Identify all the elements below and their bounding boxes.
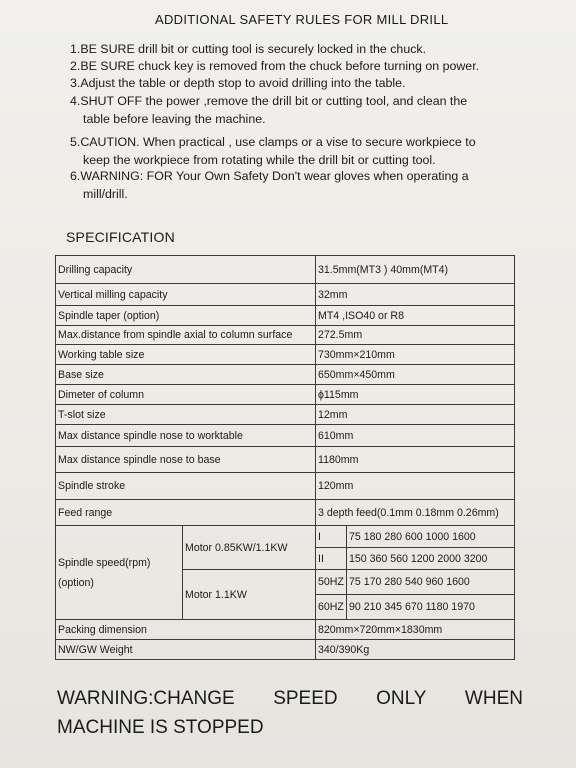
motor-b-label: Motor 1.1KW (183, 570, 316, 620)
table-row (56, 405, 515, 425)
spec-value: 650mm×450mm (316, 365, 515, 385)
rule-text: 5.CAUTION. When practical , use clamps or a vise to secure workpiece to (70, 135, 476, 149)
speed-tag: 50HZ (316, 570, 347, 595)
page-title: ADDITIONAL SAFETY RULES FOR MILL DRILL (155, 12, 449, 27)
rule-text-continued: mill/drill. (83, 187, 128, 201)
spec-value: ϕ115mm (316, 385, 515, 405)
rule-4 (70, 92, 520, 128)
spec-value: 32mm (316, 284, 515, 306)
spec-label: Max.distance from spindle axial to column surface (56, 326, 316, 345)
spec-label: Spindle taper (option) (56, 306, 316, 326)
warning-notice (57, 684, 527, 742)
spec-value: 340/390Kg (316, 640, 515, 660)
spec-value: 1180mm (316, 447, 515, 473)
speed-tag: 60HZ (316, 595, 347, 620)
table-row (56, 284, 515, 306)
table-row (56, 326, 515, 345)
warning-word: WHEN (464, 688, 523, 709)
spec-label: Base size (56, 365, 316, 385)
spec-label: Feed range (56, 500, 316, 526)
rule-5 (70, 133, 520, 169)
speed-tag: I (316, 526, 347, 548)
spindle-speed-label-line: Spindle speed(rpm) (58, 556, 151, 569)
rule-3 (70, 74, 520, 92)
spec-label: Spindle stroke (56, 473, 316, 500)
spindle-speed-label (56, 526, 183, 620)
spec-label: Packing dimension (56, 620, 316, 640)
warning-word: WARNING:CHANGE (57, 688, 235, 709)
speed-values: 150 360 560 1200 2000 3200 (347, 548, 515, 570)
rule-text: 3.Adjust the table or depth stop to avoid drilling into the table. (70, 76, 406, 90)
rule-1 (70, 40, 520, 58)
spindle-speed-label-line: (option) (58, 576, 94, 589)
table-row (56, 640, 515, 660)
spec-label: NW/GW Weight (56, 640, 316, 660)
table-row (56, 385, 515, 405)
warning-word: SPEED (273, 688, 338, 709)
spec-label: Max distance spindle nose to base (56, 447, 316, 473)
spec-label: Vertical milling capacity (56, 284, 316, 306)
table-row (56, 620, 515, 640)
table-row (56, 447, 515, 473)
warning-line-2: MACHINE IS STOPPED (57, 717, 264, 738)
spec-value: 730mm×210mm (316, 345, 515, 365)
table-row (56, 306, 515, 326)
rule-text-continued: table before leaving the machine. (83, 112, 266, 126)
speed-values: 75 170 280 540 960 1600 (347, 570, 515, 595)
table-row (56, 256, 515, 284)
spec-value: 3 depth feed(0.1mm 0.18mm 0.26mm) (316, 500, 515, 526)
specification-heading: SPECIFICATION (66, 229, 175, 245)
rule-text: 4.SHUT OFF the power ,remove the drill bit or cutting tool, and clean the (70, 94, 468, 108)
spec-label: T-slot size (56, 405, 316, 425)
rule-text: 6.WARNING: FOR Your Own Safety Don't wear gloves when operating a (70, 169, 469, 183)
spec-value: 120mm (316, 473, 515, 500)
rule-2 (70, 57, 520, 75)
motor-a-label: Motor 0.85KW/1.1KW (183, 526, 316, 570)
speed-tag: II (316, 548, 347, 570)
spec-value: 610mm (316, 425, 515, 447)
spec-label: Drilling capacity (56, 256, 316, 284)
spec-value: 272.5mm (316, 326, 515, 345)
warning-line-1 (57, 684, 523, 713)
speed-values: 75 180 280 600 1000 1600 (347, 526, 515, 548)
spec-value: 12mm (316, 405, 515, 425)
specification-table (55, 255, 515, 660)
spec-value: MT4 ,ISO40 or R8 (316, 306, 515, 326)
table-row (56, 365, 515, 385)
table-row (56, 526, 515, 548)
rule-text-continued: keep the workpiece from rotating while the drill bit or cutting tool. (83, 153, 436, 167)
rule-text: 2.BE SURE chuck key is removed from the chuck before turning on power. (70, 59, 480, 73)
speed-values: 90 210 345 670 1180 1970 (347, 595, 515, 620)
spec-value: 31.5mm(MT3 ) 40mm(MT4) (316, 256, 515, 284)
warning-word: ONLY (376, 688, 427, 709)
table-row (56, 425, 515, 447)
spec-label: Dimeter of column (56, 385, 316, 405)
spec-label: Working table size (56, 345, 316, 365)
table-row (56, 345, 515, 365)
spec-value: 820mm×720mm×1830mm (316, 620, 515, 640)
spec-label: Max distance spindle nose to worktable (56, 425, 316, 447)
rule-text: 1.BE SURE drill bit or cutting tool is securely locked in the chuck. (70, 42, 427, 56)
rule-6 (70, 167, 520, 203)
table-row (56, 473, 515, 500)
table-row (56, 500, 515, 526)
